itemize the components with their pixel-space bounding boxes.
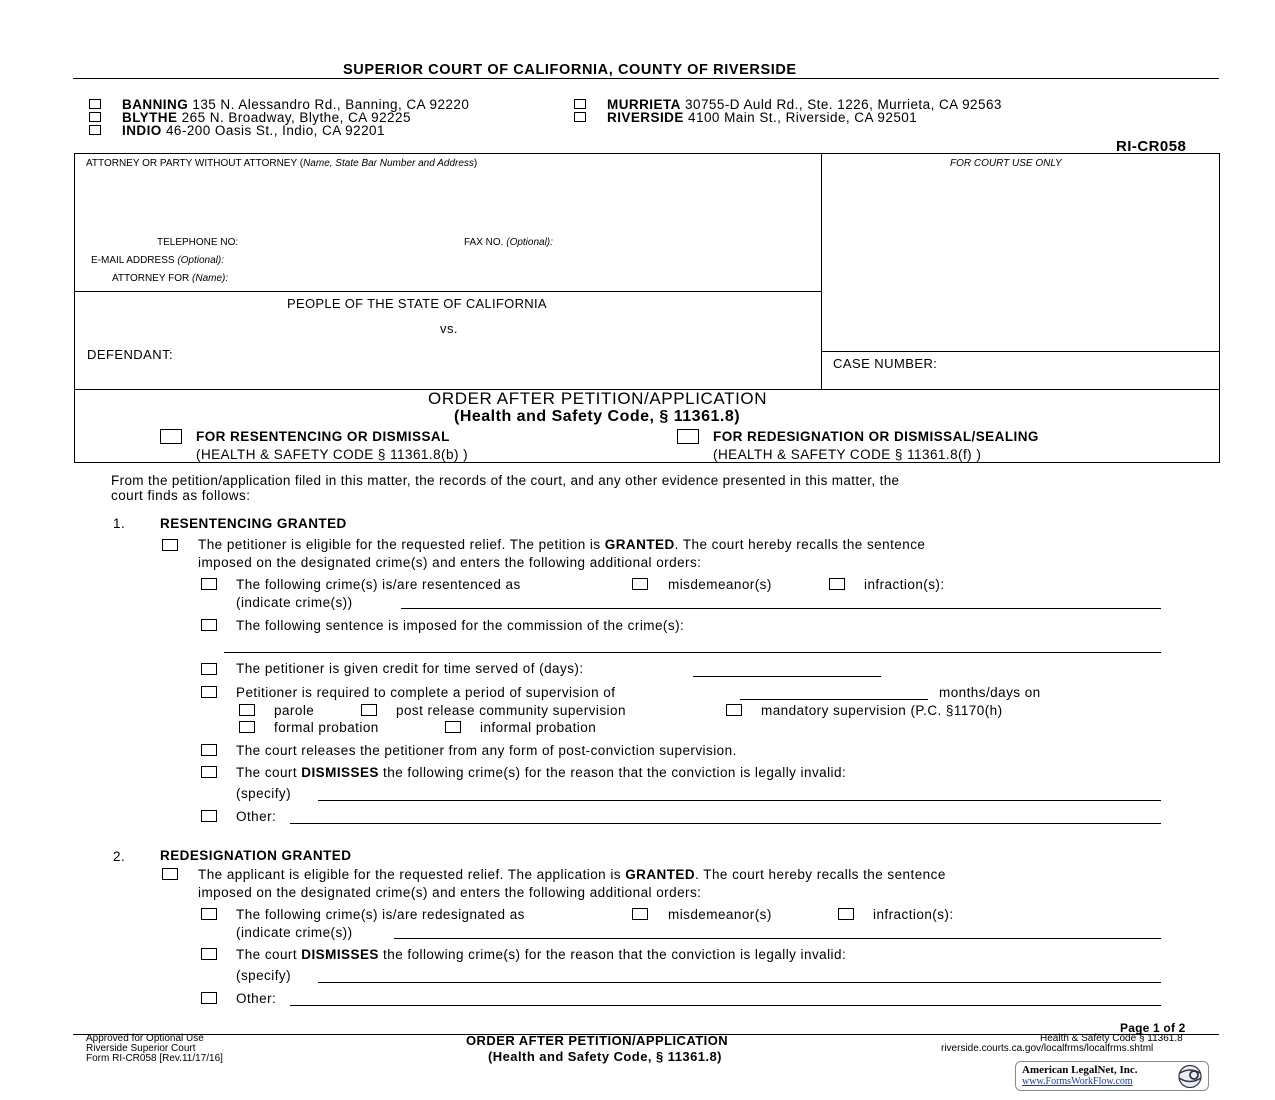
s1-credit-field[interactable]	[693, 676, 881, 677]
s1-crimes-checkbox[interactable]	[201, 578, 217, 590]
s1-supervision-checkbox[interactable]	[201, 686, 217, 698]
s1-misdemeanor-label: misdemeanor(s)	[668, 577, 772, 592]
section-1-title: RESENTENCING GRANTED	[160, 516, 347, 531]
header-rule	[73, 78, 1219, 79]
resentencing-option: FOR RESENTENCING OR DISMISSAL	[196, 429, 450, 444]
case-number-label: CASE NUMBER:	[833, 356, 938, 371]
defendant-label: DEFENDANT:	[87, 347, 174, 362]
s2-eligible-text-2: imposed on the designated crime(s) and enters the following additional orders:	[198, 885, 702, 900]
s1-sentence-checkbox[interactable]	[201, 619, 217, 631]
s2-dismiss-text: The court DISMISSES the following crime(s) for the reason that the conviction is legally invalid:	[236, 947, 847, 962]
form-id: RI-CR058	[1116, 138, 1187, 155]
globe-icon	[1174, 1063, 1206, 1090]
s2-indicate-label: (indicate crime(s))	[236, 925, 353, 940]
mandatory-checkbox[interactable]	[726, 704, 742, 716]
court-title: SUPERIOR COURT OF CALIFORNIA, COUNTY OF RIVERSIDE	[343, 62, 797, 78]
s1-specify-field[interactable]	[318, 800, 1161, 801]
s2-eligible-text: The applicant is eligible for the requested relief. The application is GRANTED. The court hereby recalls the sentence	[198, 867, 946, 882]
s2-specify-field[interactable]	[318, 982, 1161, 983]
logo-url[interactable]: www.FormsWorkFlow.com	[1022, 1076, 1133, 1087]
footer-title: ORDER AFTER PETITION/APPLICATION	[466, 1033, 729, 1048]
footer-code: Health & Safety Code § 11361.8	[1040, 1033, 1183, 1044]
informal-probation-checkbox[interactable]	[445, 721, 461, 733]
footer-url: riverside.courts.ca.gov/localfrms/localfrms.shtml	[941, 1043, 1154, 1054]
s2-eligible-checkbox[interactable]	[162, 868, 178, 880]
s1-specify-label: (specify)	[236, 786, 292, 801]
footer-form: Form RI-CR058 [Rev.11/17/16]	[86, 1053, 223, 1064]
s1-supervision-text: Petitioner is required to complete a period of supervision of	[236, 685, 616, 700]
informal-probation-label: informal probation	[480, 720, 597, 735]
formal-probation-label: formal probation	[274, 720, 379, 735]
indio-checkbox[interactable]	[89, 125, 101, 135]
s1-infraction-checkbox[interactable]	[829, 578, 845, 590]
s1-infraction-label: infraction(s):	[864, 577, 945, 592]
s2-indicate-field[interactable]	[394, 938, 1161, 939]
s1-eligible-text-2: imposed on the designated crime(s) and enters the following additional orders:	[198, 555, 702, 570]
s1-supervision-field[interactable]	[740, 699, 928, 700]
murrieta-checkbox[interactable]	[574, 99, 586, 109]
page-number: Page 1 of 2	[1120, 1021, 1186, 1035]
s1-other-checkbox[interactable]	[201, 810, 217, 822]
s1-indicate-label: (indicate crime(s))	[236, 595, 353, 610]
s1-releases-checkbox[interactable]	[201, 744, 217, 756]
court-use-label: FOR COURT USE ONLY	[950, 158, 1062, 169]
order-title: ORDER AFTER PETITION/APPLICATION	[428, 389, 768, 408]
fax-label: FAX NO. (Optional):	[464, 237, 553, 248]
s1-months-days: months/days on	[939, 685, 1041, 700]
s2-other-label: Other:	[236, 991, 277, 1006]
footer-subtitle: (Health and Safety Code, § 11361.8)	[488, 1049, 722, 1064]
redesignation-checkbox[interactable]	[677, 429, 699, 444]
redesignation-code: (HEALTH & SAFETY CODE § 11361.8(f) )	[713, 447, 982, 462]
attorney-for-label: ATTORNEY FOR (Name):	[112, 273, 229, 284]
footer-court: Riverside Superior Court	[86, 1043, 196, 1054]
s2-misdemeanor-label: misdemeanor(s)	[668, 907, 772, 922]
resentencing-checkbox[interactable]	[160, 429, 182, 444]
people-label: PEOPLE OF THE STATE OF CALIFORNIA	[287, 296, 547, 311]
section-2-number: 2.	[113, 849, 126, 864]
s2-crimes-text: The following crime(s) is/are redesignated as	[236, 907, 525, 922]
s2-infraction-label: infraction(s):	[873, 907, 954, 922]
s1-indicate-field[interactable]	[401, 608, 1161, 609]
intro-line-1: From the petition/application filed in this matter, the records of the court, and any other evidence presented in this matter, the	[111, 473, 900, 488]
mandatory-label: mandatory supervision (P.C. §1170(h)	[761, 703, 1003, 718]
s1-eligible-text: The petitioner is eligible for the requested relief. The petition is GRANTED. The court hereby recalls the sentence	[198, 537, 926, 552]
intro-line-2: court finds as follows:	[111, 488, 251, 503]
telephone-label: TELEPHONE NO:	[157, 237, 239, 248]
s1-eligible-checkbox[interactable]	[162, 539, 178, 551]
order-subtitle: (Health and Safety Code, § 11361.8)	[454, 408, 741, 425]
footer-approved: Approved for Optional Use	[86, 1033, 204, 1044]
vs-label: vs.	[440, 321, 458, 336]
s1-sentence-field[interactable]	[224, 652, 1161, 653]
parole-checkbox[interactable]	[239, 704, 255, 716]
s1-misdemeanor-checkbox[interactable]	[632, 578, 648, 590]
prcs-label: post release community supervision	[396, 703, 626, 718]
s1-crimes-text: The following crime(s) is/are resentenced as	[236, 577, 521, 592]
formal-probation-checkbox[interactable]	[239, 721, 255, 733]
courthouse-murrieta: MURRIETA 30755-D Auld Rd., Ste. 1226, Murrieta, CA 92563	[607, 97, 1002, 112]
redesignation-option: FOR REDESIGNATION OR DISMISSAL/SEALING	[713, 429, 1039, 444]
parole-label: parole	[274, 703, 315, 718]
prcs-checkbox[interactable]	[361, 704, 377, 716]
s1-credit-text: The petitioner is given credit for time served of (days):	[236, 661, 584, 676]
courthouse-riverside: RIVERSIDE 4100 Main St., Riverside, CA 92501	[607, 110, 918, 125]
courthouse-banning: BANNING 135 N. Alessandro Rd., Banning, CA 92220	[122, 97, 470, 112]
s1-dismiss-checkbox[interactable]	[201, 766, 217, 778]
s2-infraction-checkbox[interactable]	[838, 908, 854, 920]
s1-dismiss-text: The court DISMISSES the following crime(s) for the reason that the conviction is legally invalid:	[236, 765, 847, 780]
caption-divider	[821, 153, 822, 389]
riverside-checkbox[interactable]	[574, 112, 586, 122]
s1-credit-checkbox[interactable]	[201, 663, 217, 675]
courthouse-blythe: BLYTHE 265 N. Broadway, Blythe, CA 92225	[122, 110, 411, 125]
s2-misdemeanor-checkbox[interactable]	[632, 908, 648, 920]
s2-other-field[interactable]	[290, 1005, 1161, 1006]
legalnet-logo[interactable]	[1015, 1061, 1209, 1091]
s2-crimes-checkbox[interactable]	[201, 908, 217, 920]
s1-releases-text: The court releases the petitioner from any form of post-conviction supervision.	[236, 743, 737, 758]
party-divider	[74, 291, 822, 292]
section-1-number: 1.	[113, 516, 126, 531]
section-2-title: REDESIGNATION GRANTED	[160, 848, 352, 863]
banning-checkbox[interactable]	[89, 99, 101, 109]
s2-dismiss-checkbox[interactable]	[201, 948, 217, 960]
attorney-label: ATTORNEY OR PARTY WITHOUT ATTORNEY (Name, State Bar Number and Address)	[86, 158, 478, 169]
courthouse-indio: INDIO 46-200 Oasis St., Indio, CA 92201	[122, 123, 385, 138]
email-label: E-MAIL ADDRESS (Optional):	[91, 255, 225, 266]
logo-name: American LegalNet, Inc.	[1022, 1064, 1138, 1076]
s2-specify-label: (specify)	[236, 968, 292, 983]
s1-other-field[interactable]	[290, 823, 1161, 824]
blythe-checkbox[interactable]	[89, 112, 101, 122]
s1-sentence-text: The following sentence is imposed for the commission of the crime(s):	[236, 618, 685, 633]
case-number-divider	[821, 351, 1220, 352]
s1-other-label: Other:	[236, 809, 277, 824]
resentencing-code: (HEALTH & SAFETY CODE § 11361.8(b) )	[196, 447, 469, 462]
s2-other-checkbox[interactable]	[201, 992, 217, 1004]
